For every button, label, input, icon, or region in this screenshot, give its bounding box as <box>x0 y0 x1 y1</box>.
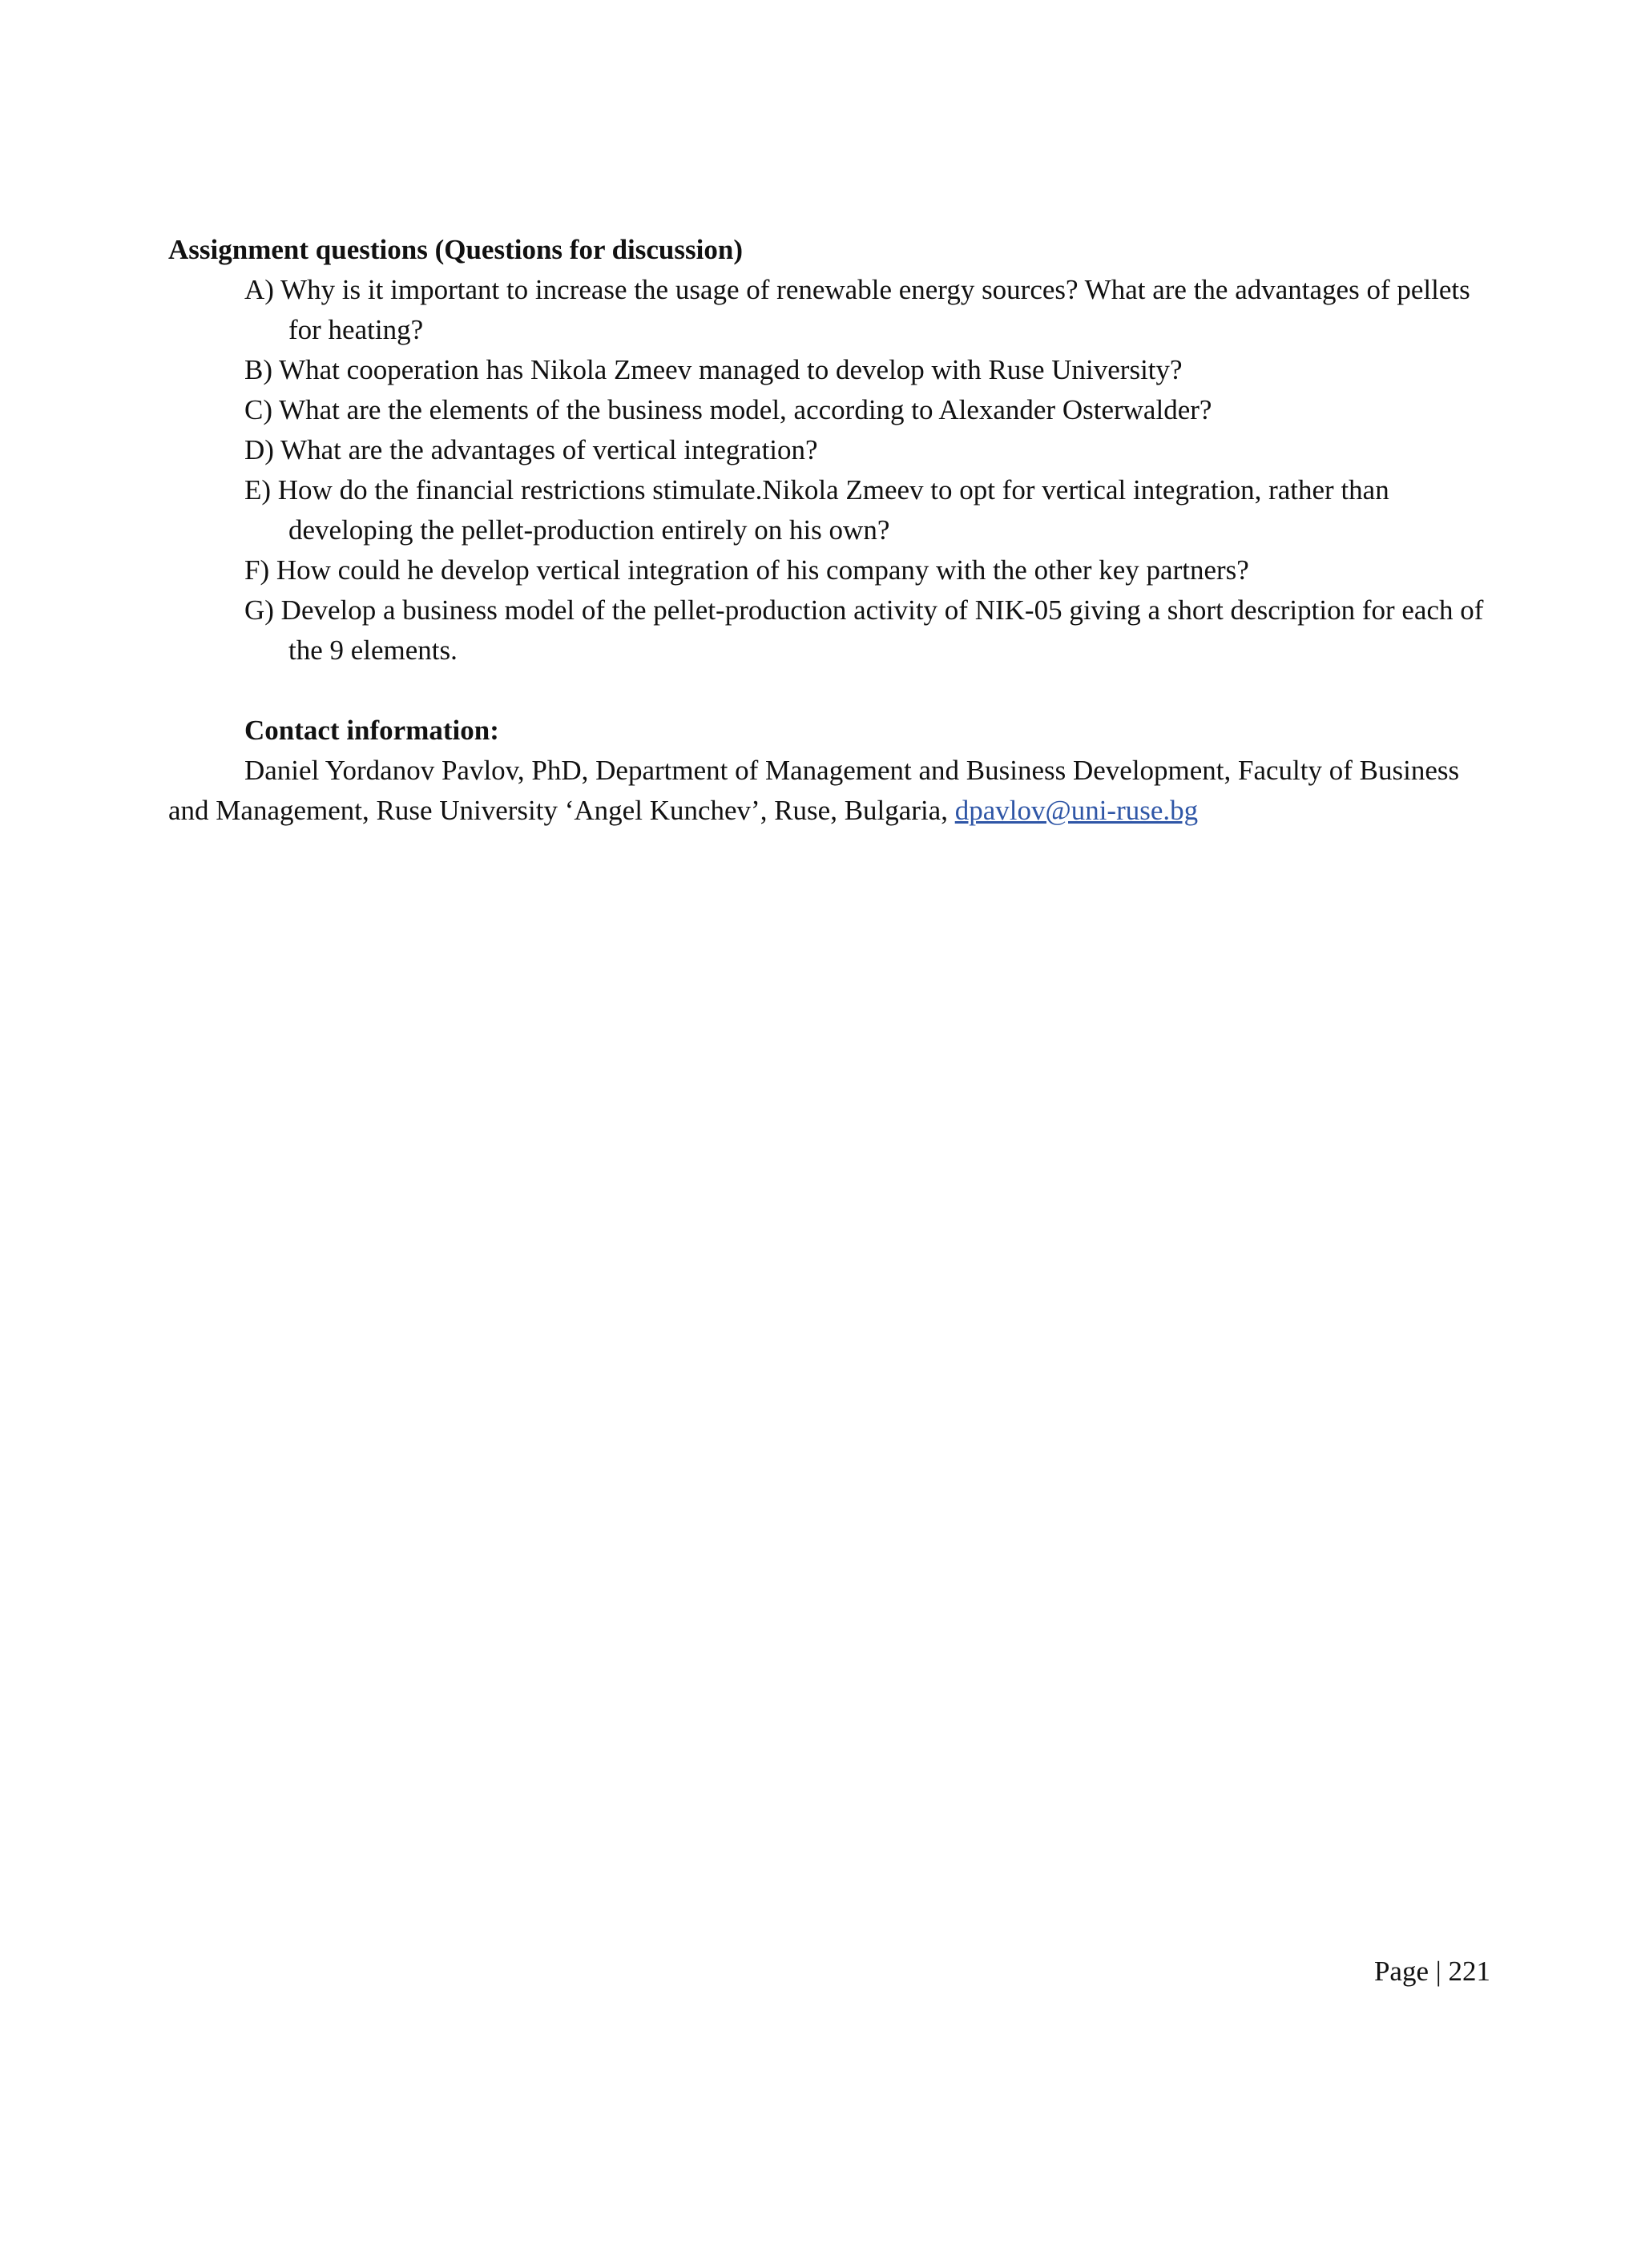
contact-heading: Contact information: <box>244 715 499 746</box>
page-number: Page | 221 <box>1373 1956 1490 1987</box>
contact-paragraph <box>168 751 1490 831</box>
question-f: F) How could he develop vertical integration of his company with the other key partners? <box>244 554 1249 586</box>
question-e: E) How do the financial restrictions stimulate.Nikola Zmeev to opt for vertical integration, rather than developing the pellet-production entirely on his own? <box>244 474 1389 546</box>
contact-text: Daniel Yordanov Pavlov, PhD, Department of Management and Business Development, Faculty of Business and Management, Ruse University ‘Angel Kunchev’, Ruse, Bulgaria, <box>168 755 1460 826</box>
page-content <box>168 230 1490 831</box>
assignment-heading: Assignment questions (Questions for discussion) <box>168 234 743 265</box>
question-b: B) What cooperation has Nikola Zmeev managed to develop with Ruse University? <box>244 354 1183 385</box>
question-list <box>168 270 1490 671</box>
question-g: G) Develop a business model of the pellet-production activity of NIK-05 giving a short description for each of the 9 elements. <box>244 594 1484 666</box>
email-link[interactable]: dpavlov@uni-ruse.bg <box>954 795 1199 826</box>
question-a: A) Why is it important to increase the usage of renewable energy sources? What are the advantages of pellets for heating? <box>244 274 1470 345</box>
question-c: C) What are the elements of the business model, according to Alexander Osterwalder? <box>244 394 1212 425</box>
section-spacer <box>168 671 1490 711</box>
question-d: D) What are the advantages of vertical integration? <box>244 434 818 465</box>
